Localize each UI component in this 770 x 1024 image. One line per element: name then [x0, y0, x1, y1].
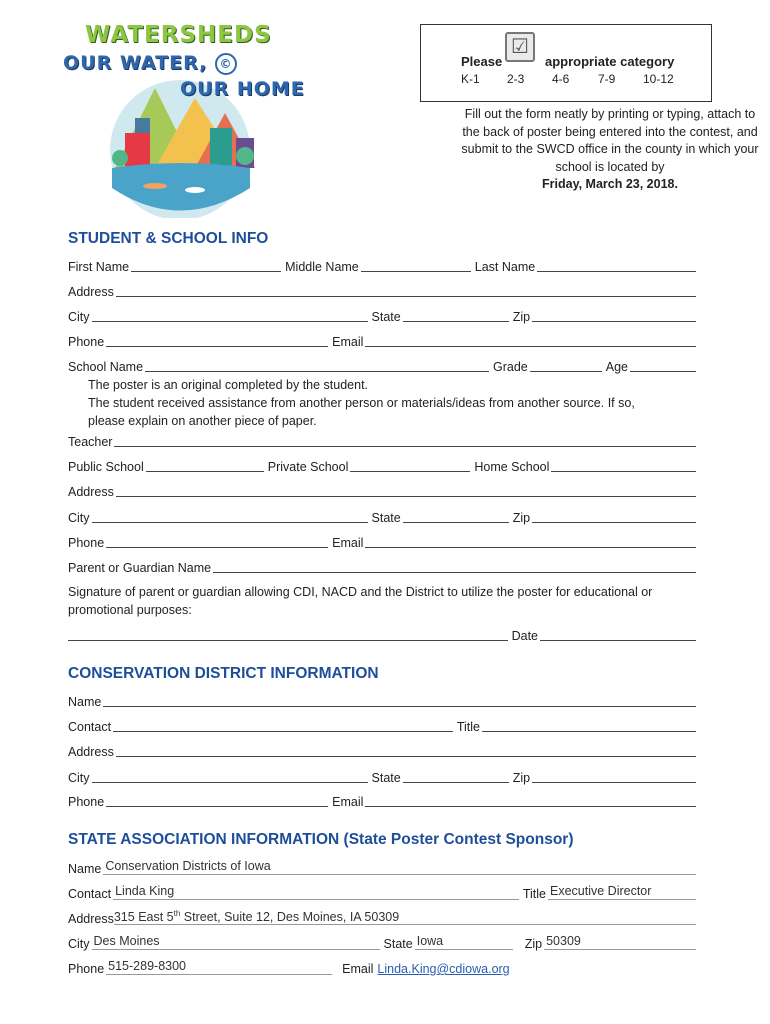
category-option-10-12[interactable]: 10-12	[643, 72, 674, 86]
state-field[interactable]	[403, 308, 509, 322]
assoc-address-pre: 315 East 5	[113, 910, 174, 925]
watershed-logo	[60, 18, 310, 218]
school-name-field[interactable]	[145, 358, 489, 372]
district-zip-field[interactable]	[532, 769, 696, 783]
assoc-email-label: Email	[342, 962, 374, 976]
logo-title-our-water	[63, 52, 237, 75]
district-heading: CONSERVATION DISTRICT INFORMATION	[68, 665, 379, 682]
originality-statement: The poster is an original completed by the student.	[88, 378, 369, 392]
check-box-icon: ☑	[505, 32, 535, 62]
logo-our-water-text: OUR WATER,	[63, 52, 208, 74]
assoc-address-post: Street, Suite 12, Des Moines, IA 50309	[180, 910, 400, 925]
row-assoc-name	[68, 858, 700, 876]
school-email-field[interactable]	[365, 534, 696, 548]
email-field[interactable]	[365, 333, 696, 347]
assoc-email-wrap	[377, 962, 509, 976]
grade-label: Grade	[493, 360, 528, 374]
district-city-label: City	[68, 771, 90, 785]
assoc-state-label: State	[383, 937, 413, 951]
school-state-field[interactable]	[403, 509, 509, 523]
district-contact-field[interactable]	[113, 718, 453, 732]
assoc-city-value: Des Moines	[92, 934, 380, 950]
signature-consent-text: Signature of parent or guardian allowing CDI, NACD and the District to utilize the poster for educational or promotional purposes:	[68, 585, 653, 617]
state-assoc-heading: STATE ASSOCIATION INFORMATION (State Poster Contest Sponsor)	[68, 831, 574, 848]
first-name-field[interactable]	[131, 258, 281, 272]
assoc-name-label: Name	[68, 862, 102, 876]
instructions-text: Fill out the form neatly by printing or typing, attach to the back of poster being entered into the contest, and submit to the SWCD office in the county in which your school is located by	[461, 107, 759, 174]
phone-label: Phone	[68, 335, 105, 349]
private-school-label: Private School	[267, 460, 349, 474]
student-heading: STUDENT & SCHOOL INFO	[68, 230, 269, 247]
public-school-label: Public School	[68, 460, 144, 474]
district-phone-field[interactable]	[106, 793, 328, 807]
home-school-field[interactable]	[551, 458, 696, 472]
teacher-label: Teacher	[68, 435, 113, 449]
row-assoc-phone	[68, 958, 700, 976]
guardian-field[interactable]	[213, 559, 696, 573]
row-signature	[68, 625, 700, 643]
row-school-type	[68, 456, 700, 474]
first-name-label: First Name	[68, 260, 130, 274]
logo-title-our-home: OUR HOME	[180, 78, 305, 100]
district-state-field[interactable]	[403, 769, 509, 783]
phone-field[interactable]	[106, 333, 328, 347]
school-zip-label: Zip	[512, 511, 531, 525]
district-email-label: Email	[332, 795, 364, 809]
school-phone-field[interactable]	[106, 534, 328, 548]
school-phone-label: Phone	[68, 536, 105, 550]
district-phone-label: Phone	[68, 795, 105, 809]
assoc-title-label: Title	[522, 887, 546, 901]
assoc-contact-label: Contact	[68, 887, 112, 901]
date-field[interactable]	[540, 627, 696, 641]
school-address-label: Address	[68, 485, 114, 499]
district-title-label: Title	[456, 720, 480, 734]
row-district-phone	[68, 791, 700, 809]
deadline: Friday, March 23, 2018.	[542, 177, 678, 191]
assoc-phone-label: Phone	[68, 962, 105, 976]
last-name-label: Last Name	[474, 260, 536, 274]
row-school-address	[68, 481, 700, 499]
address-field[interactable]	[116, 283, 696, 297]
assoc-phone-value: 515-289-8300	[106, 959, 332, 975]
teacher-field[interactable]	[114, 433, 696, 447]
row-district-address	[68, 741, 700, 759]
guardian-label: Parent or Guardian Name	[68, 561, 212, 575]
row-assoc-address	[68, 908, 700, 926]
row-assoc-city	[68, 933, 700, 951]
category-label: appropriate category	[545, 54, 675, 69]
row-city-state-zip	[68, 306, 700, 324]
row-school-phone	[68, 532, 700, 550]
row-phone-email	[68, 331, 700, 349]
category-option-7-9[interactable]: 7-9	[598, 72, 616, 86]
row-address	[68, 281, 700, 299]
district-state-label: State	[371, 771, 401, 785]
district-contact-label: Contact	[68, 720, 112, 734]
assoc-email-link[interactable]: Linda.King@cdiowa.org	[377, 962, 510, 976]
private-school-field[interactable]	[350, 458, 470, 472]
district-address-label: Address	[68, 745, 114, 759]
assoc-city-label: City	[68, 937, 90, 951]
assoc-name-value: Conservation Districts of Iowa	[103, 859, 696, 875]
category-option-2-3[interactable]: 2-3	[507, 72, 525, 86]
assoc-zip-label: Zip	[524, 937, 543, 951]
grade-field[interactable]	[530, 358, 602, 372]
school-city-field[interactable]	[92, 509, 368, 523]
date-label: Date	[511, 629, 538, 643]
signature-field[interactable]	[68, 627, 508, 641]
row-assoc-contact	[68, 883, 700, 901]
assoc-title-value: Executive Director	[548, 884, 696, 900]
home-school-label: Home School	[474, 460, 550, 474]
row-district-contact	[68, 716, 700, 734]
district-email-field[interactable]	[365, 793, 696, 807]
district-name-field[interactable]	[103, 693, 696, 707]
row-district-name	[68, 691, 700, 709]
assistance-statement: The student received assistance from another person or materials/ideas from another source. If so, please explain on another piece of paper.	[88, 396, 635, 428]
zip-label: Zip	[512, 310, 531, 324]
category-please-label: Please	[461, 54, 503, 69]
assoc-contact-value: Linda King	[113, 884, 519, 900]
row-school-city	[68, 507, 700, 525]
school-name-label: School Name	[68, 360, 144, 374]
district-name-label: Name	[68, 695, 102, 709]
school-state-label: State	[371, 511, 401, 525]
instructions	[455, 106, 765, 194]
row-teacher	[68, 431, 700, 449]
category-option-4-6[interactable]: 4-6	[552, 72, 570, 86]
address-label: Address	[68, 285, 114, 299]
city-label: City	[68, 310, 90, 324]
district-address-field[interactable]	[116, 743, 696, 757]
logo-title-watersheds: WATERSHEDS	[85, 22, 272, 48]
age-field[interactable]	[630, 358, 696, 372]
category-box	[420, 24, 712, 102]
district-city-field[interactable]	[92, 769, 368, 783]
age-label: Age	[605, 360, 628, 374]
row-district-city	[68, 767, 700, 785]
copyright-icon: ©	[215, 53, 237, 75]
district-zip-label: Zip	[512, 771, 531, 785]
row-guardian	[68, 557, 700, 575]
assoc-address-label: Address	[68, 912, 114, 926]
school-email-label: Email	[332, 536, 364, 550]
email-label: Email	[332, 335, 364, 349]
city-field[interactable]	[92, 308, 368, 322]
school-city-label: City	[68, 511, 90, 525]
logo-illustration	[60, 18, 310, 218]
public-school-field[interactable]	[146, 458, 264, 472]
zip-field[interactable]	[532, 308, 696, 322]
state-label: State	[371, 310, 401, 324]
school-address-field[interactable]	[116, 483, 696, 497]
last-name-field[interactable]	[537, 258, 696, 272]
assoc-zip-value: 50309	[544, 934, 696, 950]
row-names	[68, 256, 700, 274]
assoc-state-value: Iowa	[415, 934, 513, 950]
row-school	[68, 356, 700, 374]
middle-name-field[interactable]	[361, 258, 471, 272]
district-title-field[interactable]	[482, 718, 696, 732]
school-zip-field[interactable]	[532, 509, 696, 523]
assoc-address-value	[114, 909, 696, 925]
assoc-address-sup: th	[173, 909, 181, 918]
middle-name-label: Middle Name	[285, 260, 359, 274]
category-option-k1[interactable]: K-1	[461, 72, 480, 86]
